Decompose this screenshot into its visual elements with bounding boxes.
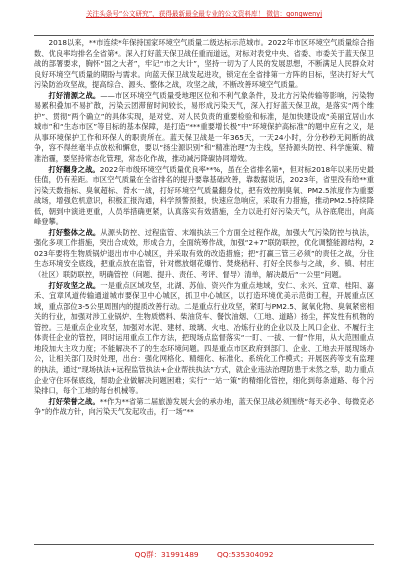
banner-text: 关注头条号“公文研究”，获得最新最全最专业的公文资料库！ 微信：gongwenyj bbox=[85, 10, 323, 18]
document-body bbox=[34, 38, 374, 418]
paragraph bbox=[34, 397, 374, 418]
paragraph bbox=[34, 91, 374, 165]
paragraph bbox=[34, 38, 374, 91]
paragraph-text: **作为**省第二届旅游发展大会的承办地，蓝天保卫战必须围绕“每天必争、每微克必争”的作战方针，向污染天气发起攻击，打一场“** bbox=[34, 396, 374, 417]
page-footer bbox=[0, 550, 408, 560]
top-banner bbox=[0, 10, 408, 19]
section-heading: 打好清源之战。 bbox=[48, 90, 101, 100]
section-heading: 打好翻身之战。 bbox=[48, 164, 100, 174]
paragraph-text: 2018以来，**市连续*年保持国家环境空气质量二级达标示范城市。2022年市区环境空气质量综合指数、优良率均排名全省第*。深入打好蓝天保卫战任重而道远，对标对表党中央、省委、市委关于蓝天保卫战的部署要求，胸怀“国之大者”，牢记“市之大计”，坚持一切为了人民的发展思想，不断满足人民群众对良好环境空气质量的期盼与需求。向蓝天保卫战发起进攻，锁定在全省排第一方阵的目标，坚决打好大气污染防治攻坚战，提高综合、源头、整体之战，攻坚之战，不断改善环境空气质量。 bbox=[34, 38, 374, 90]
paragraph-text: ——市区环境空气质量受地理区位和不利气象条件，及北方污染传输等影响，污染物易累积叠加不易扩散，污染云团滞留时间较长，易形成污染天气，深入打好蓝天保卫战，是落实“两个维护”、贯彻“两个确立”的具体实现，是对党、对人民负责的重要检验和标准，是加快建设成“美丽宜居山水城市”和“生态市区”等目标的基本保障，是打造“***重要增长极”中“环境保护高标准”的题中应有之义，是从事环境保护工作和环保人的职责所在。蓝天保卫战是一年365天，一天24小时，分分秒秒无间断的战争，容不得丝毫半点放松和懈怠，要以“扬尘源识别”和“精准治理”为主线，坚持源头防控、科学施策、精准治霾，要坚持常态化管理，常态化作战，推动减污降碳协同增效。 bbox=[34, 90, 374, 164]
footer-qq-group: QQ群：31991489 bbox=[134, 550, 199, 559]
paragraph bbox=[34, 228, 374, 281]
header-rule bbox=[34, 35, 374, 36]
footer-rule bbox=[34, 544, 374, 545]
paragraph bbox=[34, 165, 374, 228]
paragraph-text: 从源头防控、过程监管、末端执法三个方面全过程作战，加强大气污染防控与执法，强化多项工作措施，突出合成效，形成合力，全面统筹作战，加强“2+7”联防联控，优化调整能源结构，2023年要将生物质锅炉退出市中心城区，并采取有效的改造措施；把“打赢三管三必须”的责任之战，分住生态环境安全底线，把重点放在监管，针对燃放烟花爆竹、焚烧秸秆、打好全民参与之战，乡、镇、村庄（社区）联防联控，明确管控（问题、提升、责任、考评、督导）清单，解决最后“一公里”问题。 bbox=[34, 227, 374, 280]
section-heading: 打好整体之战。 bbox=[48, 227, 101, 237]
paragraph-text: 一是重点区域攻坚，北湖、苏仙、资兴作为重点地域，安仁、永兴、宜章、桂阳、嘉禾、宜章风道传输通道城市要保卫中心城区，抓卫中心城区，以打造环境优美示范街工程，开展重点区域，重点部位3-5公里周围内的提质改善行动。二是重点行业攻坚，紧盯与PM2.5、氮氧化物、臭氧紧密相关的行业，加强对涉工业锅炉、生物质燃料、柴油货车、餐饮油烟、（工地、道路）扬尘，挥发性有机物的管控。三是重点企业攻坚，加强对水泥、建材、玻璃、火电、冶炼行业的企业以及上风口企业、不履行主体责任企业的管控，同时运用重点工作方法，把现场点监督落实“一盯、一拔、一督”作用，从大范围重点地段加大主攻力度；不能解决不了的生态环境问题。四是重点市区政府到部门、企业、工地去开展现场办公，让相关部门及时处理，出台：强化网格化、精细化、标准化、系统化工作模式；开展医药等支有监理的执法，通过“现场执法+远程监管执法+企业帮扶执法”方式，就企业违法治理防患于未然之举，助力重点企业守住环保底线，帮助企业做解决问题困难；实行“一站一策”的精细化管控，细化到每条道路、每个污染排口，每个工地的每台机械等。 bbox=[34, 280, 374, 396]
section-heading: 打好攻坚之战。 bbox=[48, 280, 101, 290]
footer-qq: QQ:535304092 bbox=[216, 550, 274, 559]
paragraph bbox=[34, 281, 374, 397]
section-heading: 打好荣誉之战。 bbox=[48, 396, 100, 406]
paragraph-text: 2022年市级环境空气质量优良率**%，虽在全省排名第*，但对标2018年以来历史最佳值，仍有差距。市区空气质量在全省排名的提升要靠基础改善，靠数据说话，2023年，省里没有给**重污染天数指标、臭氧超标、背水一战，打好环境空气质量翻身仗，把有效控制臭氧、PM2.5浓度作为重要战场，增强危机意识，积极汇报沟通，科学预警预报，快速应急响应，采取有力措施，推动PM2.5持续降低，朝到中演进更重，人员举措确更紧，认真落实有效措施，全力以赴打好污染天气，从谷底爬出，向高峰登攀。 bbox=[34, 164, 374, 227]
